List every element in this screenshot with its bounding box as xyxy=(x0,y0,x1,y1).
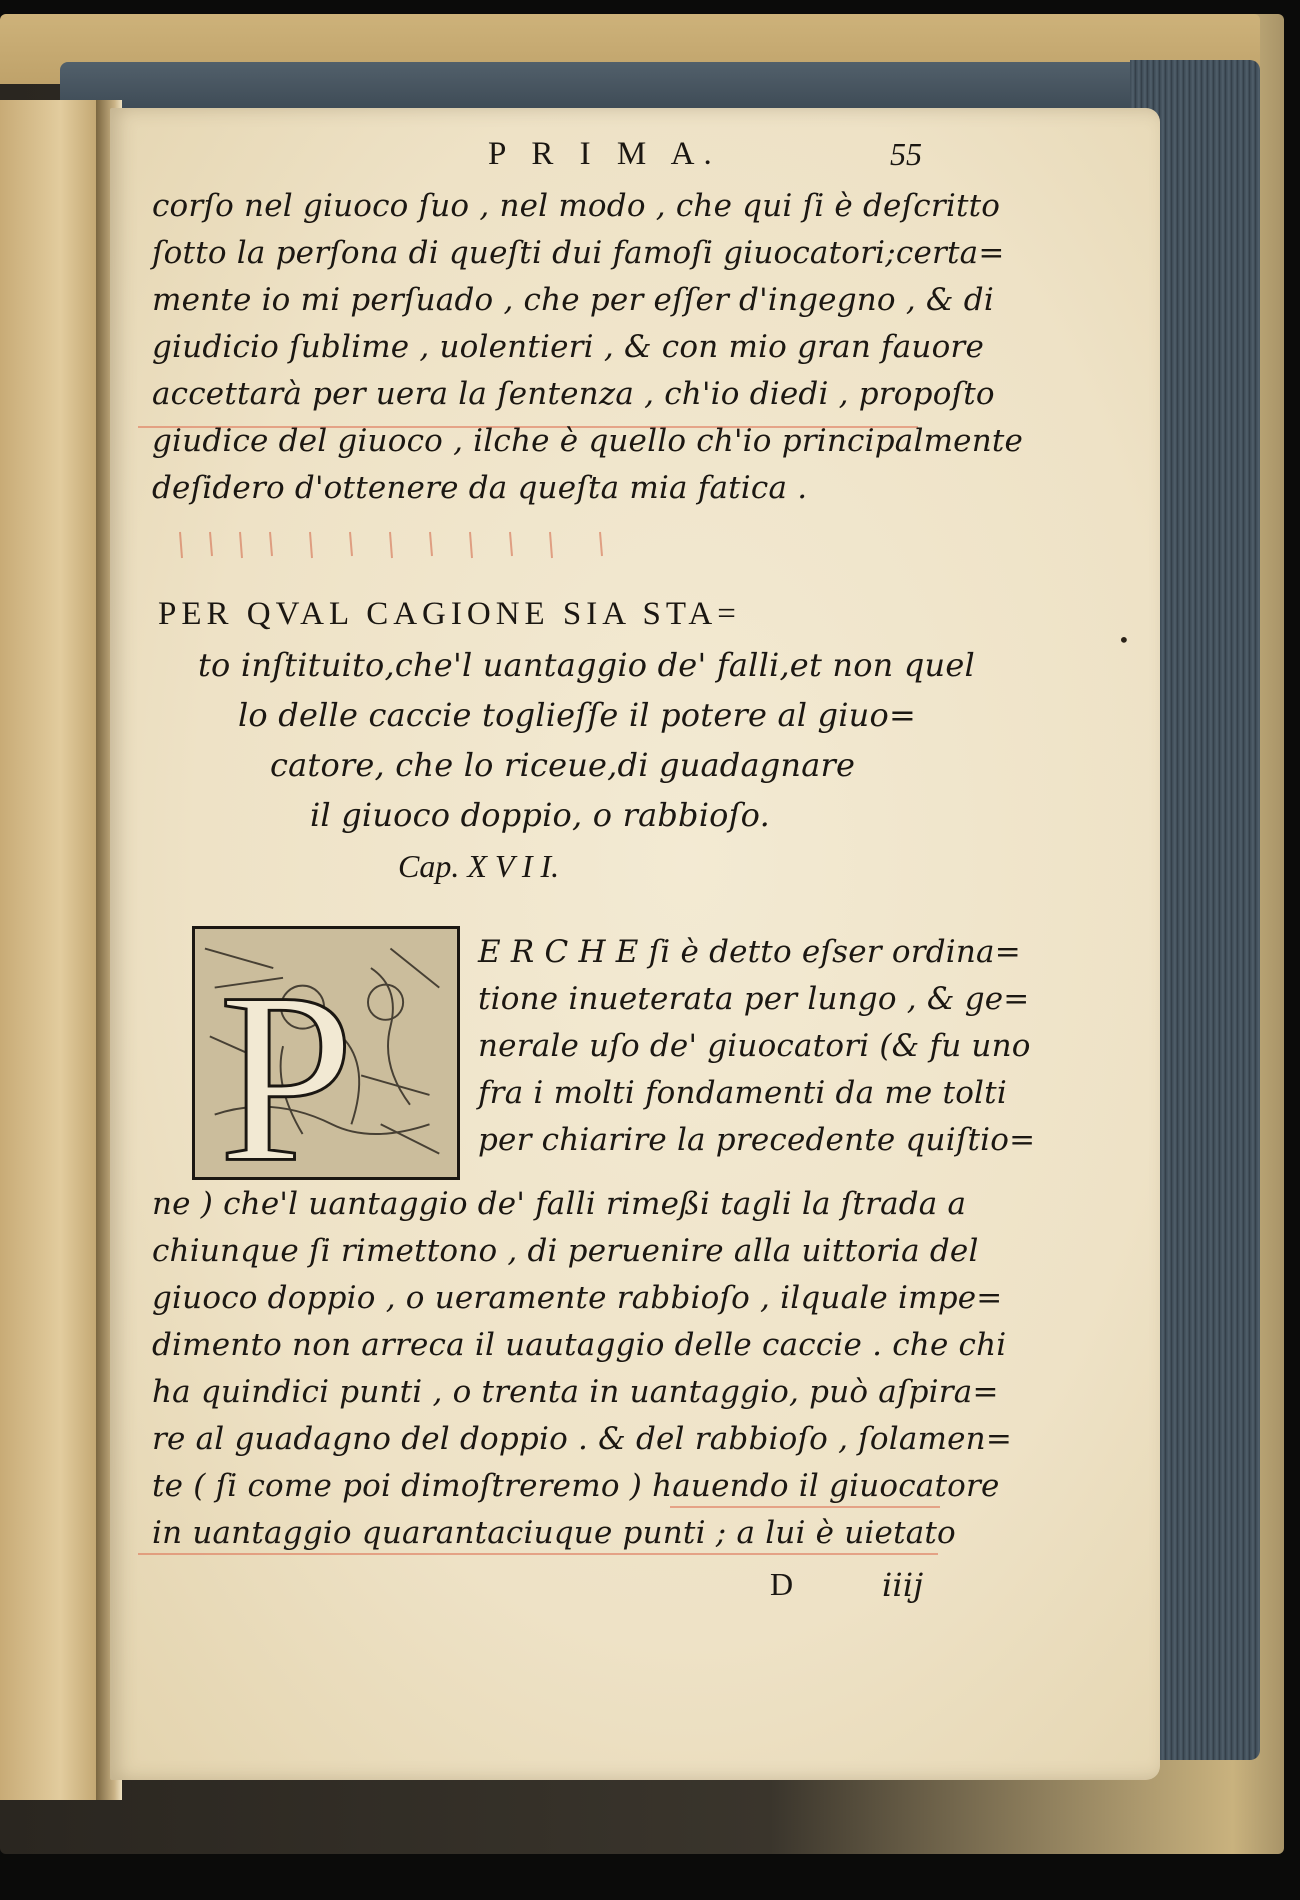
text-line: per chiarire la precedente quiſtio= xyxy=(478,1122,1036,1158)
recto-page xyxy=(110,108,1160,1780)
text-line: tione inueterata per lungo , & ge= xyxy=(478,981,1030,1017)
chapter-title-line: il giuoco doppio, o rabbioſo. xyxy=(310,796,770,834)
text-line: chiunque ſi rimettono , di peruenire alla uittoria del xyxy=(152,1233,979,1269)
drop-cap-letter: P xyxy=(218,941,355,1177)
text-line: giudice del giuoco , ilche è quello ch'io principalmente xyxy=(152,423,1024,459)
text-line: nerale uſo de' giuocatori (& fu uno xyxy=(478,1028,1031,1064)
text-line: fra i molti fondamenti da me tolti xyxy=(478,1075,1007,1111)
text-line: accettarà per uera la ſentenza , ch'io diedi , propoſto xyxy=(152,376,995,412)
chapter-title-line: catore, che lo riceue,di guadagnare xyxy=(270,746,856,784)
text-line: giuoco doppio , o ueramente rabbioſo , ilquale impe= xyxy=(152,1280,1003,1316)
running-head: P R I M A. xyxy=(488,136,721,172)
red-marginal-ticks xyxy=(170,526,650,566)
paper-speck: • xyxy=(1118,628,1130,652)
red-underline xyxy=(138,1553,938,1555)
chapter-title-line: lo delle caccie toglieſſe il potere al giuo= xyxy=(238,696,916,734)
red-underline xyxy=(670,1506,940,1508)
verso-page-edge xyxy=(0,100,110,1800)
text-line: giudicio ſublime , uolentieri , & con mio gran fauore xyxy=(152,329,984,365)
text-line: ha quindici punti , o trenta in uantaggio, può aſpira= xyxy=(152,1374,999,1410)
text-line: deſidero d'ottenere da queſta mia fatica . xyxy=(152,470,808,506)
chapter-title-line: to inſtituito,che'l uantaggio de' falli,et non quel xyxy=(198,646,975,684)
page-block-top-edge xyxy=(60,62,1250,112)
text-line: E R C H E ſi è detto eſser ordina= xyxy=(478,934,1021,970)
text-line: ſotto la perſona di queſti dui famoſi giuocatori;certa= xyxy=(152,235,1005,271)
text-line: te ( ſi come poi dimoſtreremo ) hauendo il giuocatore xyxy=(152,1468,1000,1504)
text-line: mente io mi perſuado , che per eſſer d'ingegno , & di xyxy=(152,282,994,318)
chapter-heading-caps: PER QVAL CAGIONE SIA STA= xyxy=(158,596,741,632)
folio-number: 55 xyxy=(890,136,922,172)
text-line: dimento non arreca il uautaggio delle caccie . che chi xyxy=(152,1327,1007,1363)
chapter-number: Cap. X V I I. xyxy=(398,848,560,884)
woodcut-illustration xyxy=(195,929,457,1177)
text-line: ne ) che'l uantaggio de' falli rimeßi tagli la ſtrada a xyxy=(152,1186,967,1222)
text-line: corſo nel giuoco ſuo , nel modo , che qui ſi è deſcritto xyxy=(152,188,1001,224)
text-line: re al guadagno del doppio . & del rabbioſo , ſolamen= xyxy=(152,1421,1012,1457)
signature-mark: D xyxy=(770,1566,794,1602)
woodcut-drop-capital xyxy=(192,926,460,1180)
text-line: in uantaggio quarantaciuque punti ; a lui è uietato xyxy=(152,1515,956,1551)
signature-number: iiij xyxy=(882,1566,924,1604)
